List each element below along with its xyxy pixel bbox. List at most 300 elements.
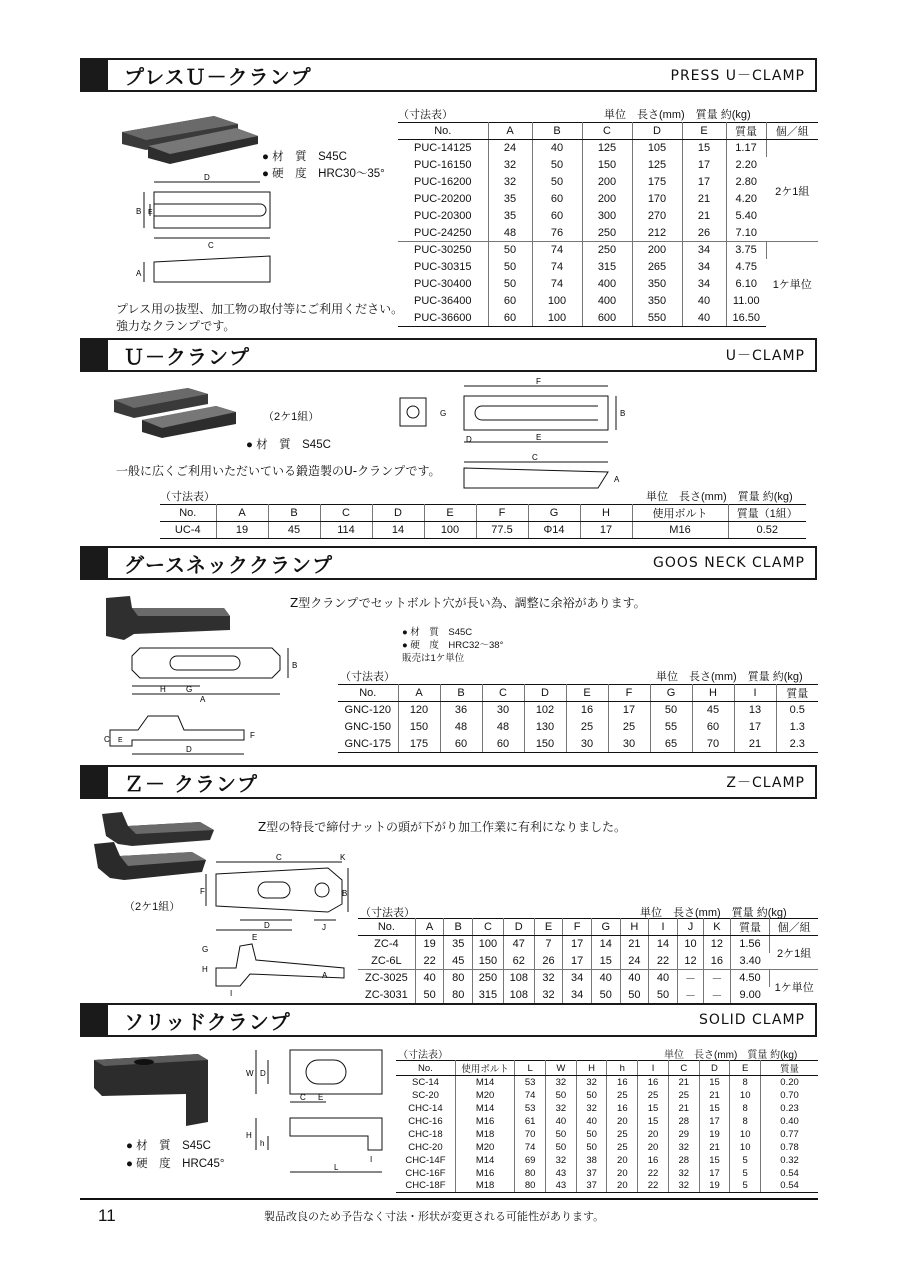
svg-text:E: E [252, 933, 258, 942]
table-cell: 21 [734, 736, 776, 753]
svg-text:E: E [148, 209, 153, 216]
gnc-spec-material: ● 材 質 S45C [402, 627, 473, 638]
table-cell: 34 [563, 987, 592, 1004]
svg-text:L: L [334, 1163, 339, 1172]
table-row [358, 970, 818, 987]
table-cell: 35 [444, 936, 473, 953]
table-header-cell: K [704, 919, 730, 936]
table-header-cell: A [216, 505, 268, 522]
table-row [160, 522, 806, 539]
table-cell: 1.56 [730, 936, 770, 953]
table-header-cell: E [534, 919, 563, 936]
table-cell: M14 [455, 1076, 514, 1089]
table-cell: 17 [682, 157, 726, 174]
table-cell: 36 [440, 702, 482, 719]
table-cell: PUC-20300 [398, 208, 488, 225]
table-cell: 7.10 [735, 226, 757, 239]
svg-text:G: G [186, 685, 193, 694]
table-cell: PUC-36400 [398, 293, 488, 310]
table-cell: 20 [607, 1115, 638, 1128]
table-cell: 250 [582, 242, 632, 259]
table-cell: ZC-6L [358, 953, 415, 970]
table-cell: CHC-20 [396, 1141, 455, 1154]
section-header-zc [80, 765, 817, 799]
table-cell: 50 [546, 1141, 577, 1154]
svg-text:D: D [466, 435, 472, 444]
table-row [338, 719, 818, 736]
table-cell: 0.54 [761, 1180, 818, 1193]
table-row [396, 1089, 818, 1102]
table-header-cell: 個／組 [770, 919, 818, 936]
table-cell: 20 [638, 1141, 669, 1154]
table-header-cell: H [692, 685, 734, 702]
table-header-cell: I [734, 685, 776, 702]
table-cell: 32 [668, 1141, 699, 1154]
svg-text:D: D [264, 921, 270, 930]
svg-text:F: F [200, 887, 205, 896]
header-block [82, 60, 108, 90]
table-row [398, 293, 818, 310]
table-cell: － [704, 987, 730, 1004]
table-cell: 60 [692, 719, 734, 736]
table-cell: 48 [488, 225, 532, 242]
table-header-cell: No. [338, 685, 398, 702]
table-cell: 50 [576, 1141, 607, 1154]
table-cell: PUC-20200 [398, 191, 488, 208]
table-cell: 0.23 [780, 1102, 799, 1114]
table-cell: 170 [632, 191, 682, 208]
table-cell: 22 [638, 1180, 669, 1193]
table-row [398, 157, 818, 174]
table-cell: 37 [576, 1167, 607, 1180]
table-cell: 74 [532, 276, 582, 293]
table-cell: PUC-36600 [398, 310, 488, 327]
section-title-en: SOLID CLAMP [698, 1012, 805, 1028]
table-cell: 350 [632, 276, 682, 293]
table-cell: 80 [444, 987, 473, 1004]
svg-text:G: G [440, 409, 447, 418]
table-cell: CHC-14 [396, 1102, 455, 1115]
table-cell: 40 [649, 970, 678, 987]
table-cell: 50 [620, 987, 649, 1004]
table-cell: 19 [216, 522, 268, 539]
table-cell: 50 [488, 259, 532, 276]
table-cell: 8 [730, 1076, 761, 1089]
table-header-cell: A [488, 123, 532, 140]
table-cell: 28 [668, 1115, 699, 1128]
table-header-cell: J [677, 919, 703, 936]
table-cell: 50 [415, 987, 444, 1004]
table-cell: 60 [488, 310, 532, 327]
table-cell: 105 [632, 140, 682, 157]
table-cell: 74 [515, 1141, 546, 1154]
table-cell: 80 [515, 1180, 546, 1193]
svg-text:J: J [322, 923, 326, 932]
table-header-cell: E [566, 685, 608, 702]
table-cell: 62 [503, 953, 534, 970]
table-header-cell: 質量（1組） [728, 505, 806, 522]
table-cell: 16.50 [726, 310, 766, 327]
table-cell: 12 [704, 936, 730, 953]
table-cell: 32 [546, 1076, 577, 1089]
table-cell: 60 [440, 736, 482, 753]
svg-text:A: A [136, 269, 142, 278]
table-header-cell: C [320, 505, 372, 522]
table-cell: 10 [730, 1128, 761, 1141]
table-cell: 32 [534, 987, 563, 1004]
table-header-cell: 質量 [761, 1061, 818, 1076]
table-cell: 200 [582, 174, 632, 191]
table-cell: CHC-16 [396, 1115, 455, 1128]
table-cell: 1.17 [726, 140, 766, 157]
table-cell: M16 [455, 1167, 514, 1180]
table-cell: 400 [582, 276, 632, 293]
header-block [82, 767, 108, 797]
svg-text:B: B [620, 409, 626, 418]
table-header-cell: E [682, 123, 726, 140]
table-cell: 77.5 [476, 522, 528, 539]
table-cell: 17 [682, 174, 726, 191]
table-cell: 38 [576, 1154, 607, 1167]
table-cell: 150 [524, 736, 566, 753]
section-title-en: PRESS U－CLAMP [670, 68, 805, 84]
svg-text:A: A [200, 695, 206, 704]
table-cell: GNC-175 [338, 736, 398, 753]
table-cell: 14 [591, 936, 620, 953]
table-cell: 34 [682, 259, 726, 276]
table-cell: 21 [668, 1076, 699, 1089]
table-header-cell: B [444, 919, 473, 936]
table-cell: 20 [607, 1180, 638, 1193]
table-row [396, 1180, 818, 1193]
table-cell: 60 [532, 191, 582, 208]
table-cell: 200 [632, 242, 682, 259]
table-header-cell: D [503, 919, 534, 936]
table-cell: GNC-150 [338, 719, 398, 736]
table-cell: 35 [488, 208, 532, 225]
table-cell: 60 [532, 208, 582, 225]
puc-product-image [118, 110, 258, 170]
table-cell: 50 [532, 157, 582, 174]
table-header-cell: H [576, 1061, 607, 1076]
table-cell: 25 [607, 1089, 638, 1102]
table-cell: 2.3 [776, 736, 818, 753]
table-row [358, 987, 818, 1004]
table-cell: 69 [515, 1154, 546, 1167]
table-cell: 25 [566, 719, 608, 736]
table-cell: 6.10 [735, 278, 757, 290]
table-cell: 32 [668, 1167, 699, 1180]
svg-text:G: G [202, 945, 209, 954]
table-header-cell: 個／組 [766, 123, 818, 140]
table-cell: 70 [515, 1128, 546, 1141]
table-cell: 0.54 [780, 1167, 799, 1179]
table-header-cell: H [580, 505, 632, 522]
uc-pair-note: （2ケ1組） [263, 411, 320, 423]
table-header-cell: E [424, 505, 476, 522]
header-block [82, 1005, 108, 1035]
gnc-table-units: 単位 長さ(mm) 質量 約(kg) [656, 671, 803, 683]
zc-pair-note: （2ケ1組） [124, 901, 181, 913]
sc-spec-material: ● 材 質 S45C [126, 1140, 211, 1152]
table-row [396, 1154, 818, 1167]
table-cell: 550 [632, 310, 682, 327]
puc-table-units: 単位 長さ(mm) 質量 約(kg) [604, 109, 751, 121]
table-cell: 50 [546, 1089, 577, 1102]
table-cell: 12 [677, 953, 703, 970]
table-cell: 32 [546, 1154, 577, 1167]
table-cell: M18 [455, 1128, 514, 1141]
uc-product-image [112, 386, 242, 446]
table-cell: 200 [582, 191, 632, 208]
table-cell: 48 [440, 719, 482, 736]
table-header-cell: I [638, 1061, 669, 1076]
table-cell: 14 [649, 936, 678, 953]
table-cell: 32 [534, 970, 563, 987]
table-cell: 8 [730, 1115, 761, 1128]
table-cell: 100 [532, 293, 582, 310]
table-cell: 102 [524, 702, 566, 719]
group-unit-cell: 1ケ単位 [772, 279, 812, 292]
table-cell: 50 [546, 1128, 577, 1141]
table-header-cell: A [415, 919, 444, 936]
table-header-cell: No. [160, 505, 216, 522]
table-row [396, 1076, 818, 1089]
table-cell: 24 [620, 953, 649, 970]
table-cell: 212 [632, 225, 682, 242]
svg-text:C: C [208, 241, 214, 250]
table-header-cell: I [649, 919, 678, 936]
table-cell: 25 [668, 1089, 699, 1102]
table-cell: PUC-16150 [398, 157, 488, 174]
table-header-cell: B [268, 505, 320, 522]
table-cell: CHC-18F [396, 1180, 455, 1193]
table-cell: 21 [682, 208, 726, 225]
table-cell: CHC-14F [396, 1154, 455, 1167]
table-cell: 15 [638, 1102, 669, 1115]
table-cell: 10 [677, 936, 703, 953]
table-row [398, 225, 818, 242]
zc-dimension-drawing [196, 850, 356, 1000]
table-row [398, 208, 818, 225]
table-header-cell: 使用ボルト [455, 1061, 514, 1076]
svg-text:H: H [246, 1131, 252, 1140]
table-cell: 50 [591, 987, 620, 1004]
table-cell: 45 [692, 702, 734, 719]
table-row [396, 1167, 818, 1180]
table-cell: 24 [488, 140, 532, 157]
footer-notice: 製品改良のため予告なく寸法・形状が変更される可能性があります。 [264, 1210, 605, 1223]
table-cell: 25 [608, 719, 650, 736]
svg-text:H: H [202, 965, 208, 974]
table-cell: 50 [488, 242, 532, 259]
table-cell: 350 [632, 293, 682, 310]
footer-rule [80, 1198, 818, 1200]
table-cell: 55 [650, 719, 692, 736]
table-header-cell: H [620, 919, 649, 936]
table-cell: 50 [532, 174, 582, 191]
table-cell: 17 [563, 936, 592, 953]
table-cell: 16 [566, 702, 608, 719]
table-cell: 125 [632, 157, 682, 174]
table-cell: 15 [682, 140, 726, 157]
table-cell: 50 [488, 276, 532, 293]
table-cell: 0.40 [780, 1115, 799, 1127]
table-header-cell: D [372, 505, 424, 522]
table-cell: 5.40 [735, 210, 757, 222]
table-cell: 32 [488, 174, 532, 191]
table-cell: 0.20 [780, 1076, 799, 1088]
table-cell: PUC-16200 [398, 174, 488, 191]
uc-description: 一般に広くご利用いただいている鍛造製のU-クランプです。 [116, 464, 441, 478]
table-row [398, 174, 818, 191]
table-header-cell: B [532, 123, 582, 140]
table-cell: 25 [638, 1089, 669, 1102]
table-cell: 100 [473, 936, 504, 953]
section-title-jp: グースネッククランプ [124, 552, 333, 577]
table-cell: 76 [532, 225, 582, 242]
table-header-cell: F [476, 505, 528, 522]
table-cell: 43 [546, 1180, 577, 1193]
table-cell: 45 [268, 522, 320, 539]
table-cell: 315 [473, 987, 504, 1004]
group-unit-cell: 1ケ単位 [774, 981, 814, 994]
table-cell: 315 [582, 259, 632, 276]
table-cell: － [704, 970, 730, 987]
svg-text:E: E [318, 1093, 324, 1102]
table-row [358, 936, 818, 953]
svg-text:D: D [186, 745, 192, 754]
table-cell: 400 [582, 293, 632, 310]
table-cell: 0.70 [780, 1089, 799, 1101]
table-cell: 34 [682, 242, 726, 259]
puc-dimension-drawing [112, 173, 282, 296]
section-header-uc [80, 338, 817, 372]
table-cell: 9.00 [730, 987, 770, 1004]
table-cell: M20 [455, 1089, 514, 1102]
svg-text:C: C [276, 853, 282, 862]
table-cell: 15 [699, 1076, 730, 1089]
table-cell: 74 [532, 242, 582, 259]
table-cell: 16 [607, 1102, 638, 1115]
table-header-cell: C [482, 685, 524, 702]
table-cell: 300 [582, 208, 632, 225]
gnc-dimension-table [338, 684, 818, 753]
svg-text:B: B [292, 661, 298, 670]
table-cell: 74 [515, 1089, 546, 1102]
uc-dimension-table [160, 504, 806, 539]
table-cell: 22 [638, 1167, 669, 1180]
table-cell: 10 [730, 1089, 761, 1102]
table-cell: 270 [632, 208, 682, 225]
table-cell: 17 [734, 719, 776, 736]
table-cell: 100 [424, 522, 476, 539]
table-cell: 120 [398, 702, 440, 719]
section-title-jp: ソリッドクランプ [124, 1009, 291, 1034]
table-header-cell: D [699, 1061, 730, 1076]
table-cell: 16 [638, 1154, 669, 1167]
gnc-spec-hardness: ● 硬 度 HRC32～38° [402, 640, 504, 651]
sc-dimension-drawing [230, 1046, 390, 1186]
table-cell: 0.78 [780, 1141, 799, 1153]
table-header-cell: A [398, 685, 440, 702]
table-cell: 19 [699, 1128, 730, 1141]
section-title-jp: プレスＵ－クランプ [124, 64, 312, 89]
table-cell: 34 [563, 970, 592, 987]
table-header-cell: F [608, 685, 650, 702]
table-cell: PUC-30400 [398, 276, 488, 293]
puc-spec-material: ● 材 質 S45C [262, 151, 347, 163]
puc-spec-hardness: ● 硬 度 HRC30～35° [262, 168, 385, 180]
table-cell: 17 [563, 953, 592, 970]
table-cell: 40 [620, 970, 649, 987]
table-row [398, 191, 818, 208]
table-cell: 17 [699, 1115, 730, 1128]
svg-text:E: E [118, 737, 123, 744]
uc-spec-material: ● 材 質 S45C [246, 439, 331, 451]
table-cell: 26 [534, 953, 563, 970]
svg-text:B: B [136, 207, 142, 216]
table-cell: 30 [566, 736, 608, 753]
table-cell: 8 [730, 1102, 761, 1115]
table-row [396, 1102, 818, 1115]
table-row [398, 276, 818, 293]
table-header-cell: G [591, 919, 620, 936]
table-cell: 0.52 [728, 522, 806, 539]
svg-text:W: W [246, 1069, 254, 1078]
table-cell: 37 [576, 1180, 607, 1193]
gnc-spec-sale: 販売は1ケ単位 [402, 653, 465, 664]
table-cell: 35 [488, 191, 532, 208]
svg-text:A: A [614, 475, 620, 484]
table-cell: M20 [455, 1141, 514, 1154]
table-header-cell: No. [398, 123, 488, 140]
table-cell: 34 [682, 276, 726, 293]
table-row [396, 1128, 818, 1141]
table-cell: 40 [415, 970, 444, 987]
table-cell: 17 [608, 702, 650, 719]
svg-text:F: F [250, 731, 255, 740]
gnc-description: Z型クランプでセットボルト穴が長い為、調整に余裕があります。 [290, 596, 646, 610]
gnc-table-title: （寸法表） [340, 671, 395, 683]
table-cell: 130 [524, 719, 566, 736]
table-header-cell: C [582, 123, 632, 140]
table-cell: 26 [682, 225, 726, 242]
sc-table-units: 単位 長さ(mm) 質量 約(kg) [664, 1050, 798, 1061]
table-cell: 2.80 [735, 176, 757, 188]
table-cell: 1.3 [789, 721, 805, 733]
table-cell: 19 [699, 1180, 730, 1193]
table-cell: 32 [576, 1102, 607, 1115]
table-header-cell: C [473, 919, 504, 936]
table-cell: 61 [515, 1115, 546, 1128]
table-cell: 32 [668, 1180, 699, 1193]
table-cell: 60 [482, 736, 524, 753]
table-cell: 48 [482, 719, 524, 736]
table-cell: 2.20 [735, 159, 757, 171]
table-cell: 40 [682, 310, 726, 327]
table-cell: 16 [638, 1076, 669, 1089]
table-cell: 47 [503, 936, 534, 953]
table-cell: 5 [730, 1180, 761, 1193]
table-cell: 29 [668, 1128, 699, 1141]
table-cell: 13 [734, 702, 776, 719]
table-cell: 60 [488, 293, 532, 310]
table-row [338, 702, 818, 719]
table-row [398, 310, 818, 327]
table-cell: PUC-30315 [398, 259, 488, 276]
table-cell: 80 [444, 970, 473, 987]
